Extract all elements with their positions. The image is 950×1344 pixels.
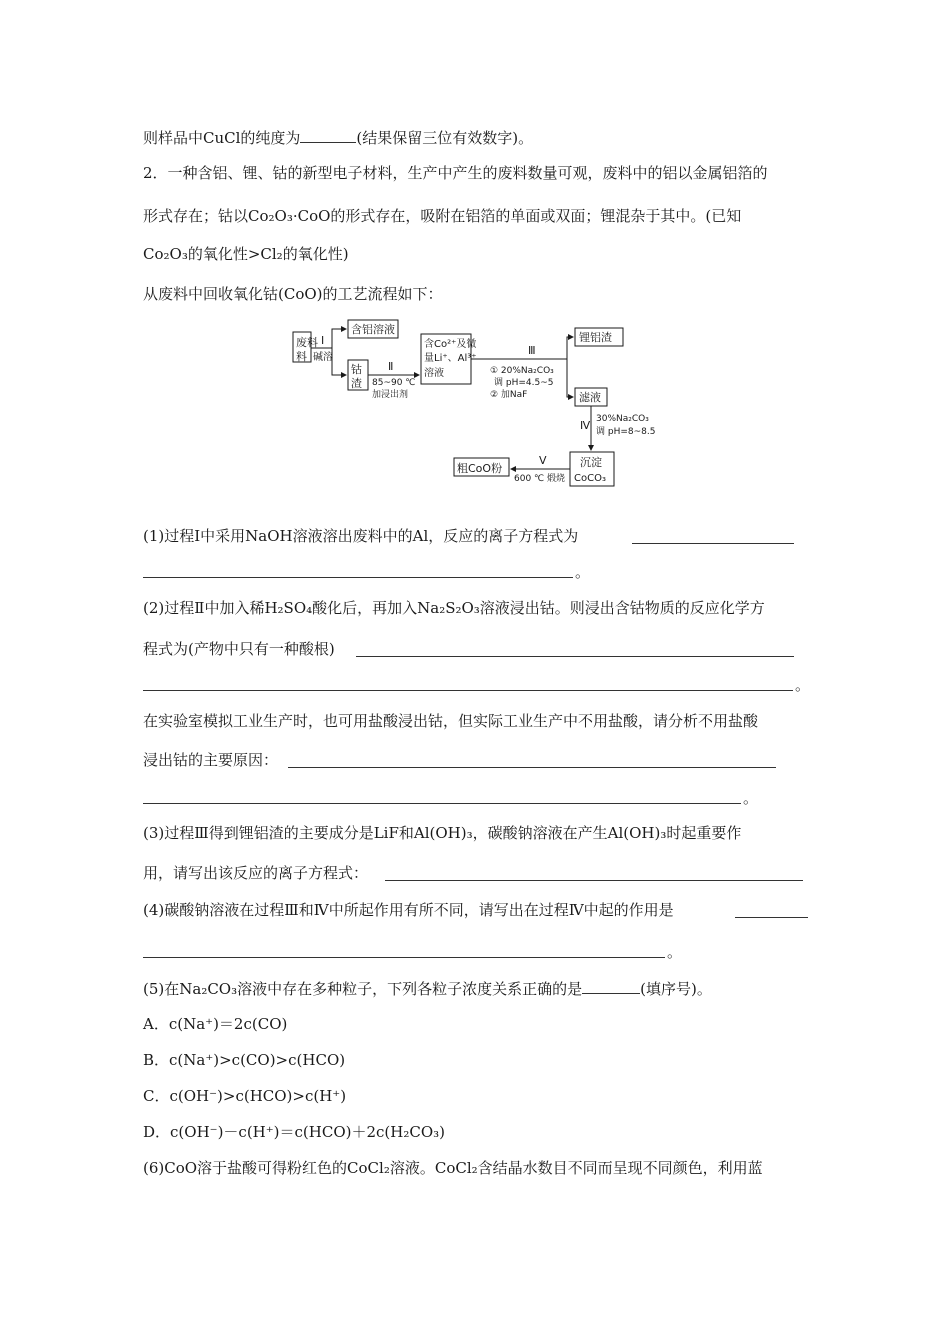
q2-end-2: 。 <box>743 789 759 807</box>
label-al-solution: 含铝溶液 <box>351 323 395 336</box>
label-step3: Ⅲ <box>528 344 536 357</box>
q2-answer-line-2[interactable] <box>143 689 793 691</box>
label-step4: Ⅳ <box>580 419 591 432</box>
label-mix-2: 量Li⁺、Al³⁺ <box>424 353 477 364</box>
problem-line-2: 形式存在；钴以Co₂O₃·CoO的形式存在，吸附在铝箔的单面或双面；锂混杂于其中。(已知 <box>143 207 742 225</box>
intro-after: (结果保留三位有效数字)。 <box>356 129 534 147</box>
label-li-al-slag: 锂铝渣 <box>579 331 612 344</box>
label-step4-cond2: 调 pH=8~8.5 <box>596 427 656 437</box>
problem-line-3: Co₂O₃的氧化性>Cl₂的氧化性) <box>143 245 349 263</box>
q4-answer-line-1[interactable] <box>735 916 808 918</box>
q2-line-1: (2)过程Ⅱ中加入稀H₂SO₄酸化后，再加入Na₂S₂O₃溶液浸出钴。则浸出含钴物质的反应化学方 <box>143 599 765 617</box>
intro-line <box>143 128 533 148</box>
label-step3-cond2: 调 pH=4.5~5 <box>494 378 554 388</box>
label-mix-1: 含Co²⁺及微 <box>424 339 477 350</box>
label-step4-cond1: 30%Na₂CO₃ <box>596 414 649 424</box>
q3-answer-line[interactable] <box>385 879 803 881</box>
label-step5: Ⅴ <box>539 454 547 467</box>
q6-line-1: (6)CoO溶于盐酸可得粉红色的CoCl₂溶液。CoCl₂含结晶水数目不同而呈现不同颜色，利用蓝 <box>143 1159 763 1177</box>
label-step1-cond: 碱溶 <box>313 352 333 363</box>
label-waste-2: 料 <box>296 350 307 363</box>
q2-answer-line-1[interactable] <box>356 655 794 657</box>
q4-answer-line-2[interactable] <box>143 956 665 958</box>
label-step2-cond2: 加浸出剂 <box>372 390 409 400</box>
q5-option-d: D．c(OH⁻)－c(H⁺)＝c(HCO)＋2c(H₂CO₃) <box>143 1123 446 1141</box>
q2-line-4: 浸出钴的主要原因： <box>143 751 279 769</box>
q2-line-3: 在实验室模拟工业生产时，也可用盐酸浸出钴，但实际工业生产中不用盐酸，请分析不用盐酸 <box>143 712 759 730</box>
process-flowchart <box>290 318 670 493</box>
q2-line-2: 程式为(产物中只有一种酸根) <box>143 640 335 658</box>
label-step2-cond1: 85~90 ℃ <box>372 378 416 388</box>
label-precip-1: 沉淀 <box>580 456 602 469</box>
problem-line-1: 2．一种含铝、锂、钴的新型电子材料，生产中产生的废料数量可观，废料中的铝以金属铝箔的 <box>143 164 768 182</box>
q5-option-c: C．c(OH⁻)>c(HCO)>c(H⁺) <box>143 1087 347 1105</box>
label-step2: Ⅱ <box>388 360 394 373</box>
q5-option-a: A．c(Na⁺)＝2c(CO) <box>143 1015 288 1033</box>
label-step3-cond3: ② 加NaF <box>490 390 528 400</box>
q1-answer-line-1[interactable] <box>632 542 794 544</box>
answer-blank[interactable] <box>300 128 356 143</box>
q1-text: (1)过程Ⅰ中采用NaOH溶液溶出废料中的Al，反应的离子方程式为 <box>143 527 579 545</box>
label-filtrate: 滤液 <box>579 391 601 404</box>
q3-line-1: (3)过程Ⅲ得到锂铝渣的主要成分是LiF和Al(OH)₃，碳酸钠溶液在产生Al(OH)₃时起重要作 <box>143 824 742 842</box>
label-step5-cond: 600 ℃ 煅烧 <box>514 474 566 484</box>
label-crude: 粗CoO粉 <box>457 462 503 475</box>
q5-option-b: B．c(Na⁺)>c(CO)>c(HCO) <box>143 1051 346 1069</box>
q5-stem-end: (填序号)。 <box>640 980 712 998</box>
label-precip-2: CoCO₃ <box>574 473 606 484</box>
q4-line-1: (4)碳酸钠溶液在过程Ⅲ和Ⅳ中所起作用有所不同，请写出在过程Ⅳ中起的作用是 <box>143 901 674 919</box>
q4-end: 。 <box>667 943 683 961</box>
label-co-residue-2: 渣 <box>351 377 362 390</box>
q2-end: 。 <box>795 676 811 694</box>
q3-line-2: 用，请写出该反应的离子方程式： <box>143 864 369 882</box>
label-waste: 废料 <box>296 336 318 349</box>
q5-stem <box>143 979 712 999</box>
label-mix-3: 溶液 <box>424 368 444 379</box>
intro-text: 则样品中CuCl的纯度为 <box>143 129 301 147</box>
problem-line-4: 从废料中回收氧化钴(CoO)的工艺流程如下： <box>143 285 443 303</box>
label-co-residue-1: 钴 <box>351 363 362 376</box>
q5-answer-blank[interactable] <box>582 979 640 994</box>
q1-answer-line-2[interactable] <box>143 576 573 578</box>
q2-answer-line-3[interactable] <box>288 766 776 768</box>
q5-stem-text: (5)在Na₂CO₃溶液中存在多种粒子，下列各粒子浓度关系正确的是 <box>143 980 583 998</box>
label-step3-cond1: ① 20%Na₂CO₃ <box>490 366 554 376</box>
label-step1: Ⅰ <box>321 334 325 347</box>
q1-end: 。 <box>575 563 591 581</box>
q2-answer-line-4[interactable] <box>143 802 741 804</box>
